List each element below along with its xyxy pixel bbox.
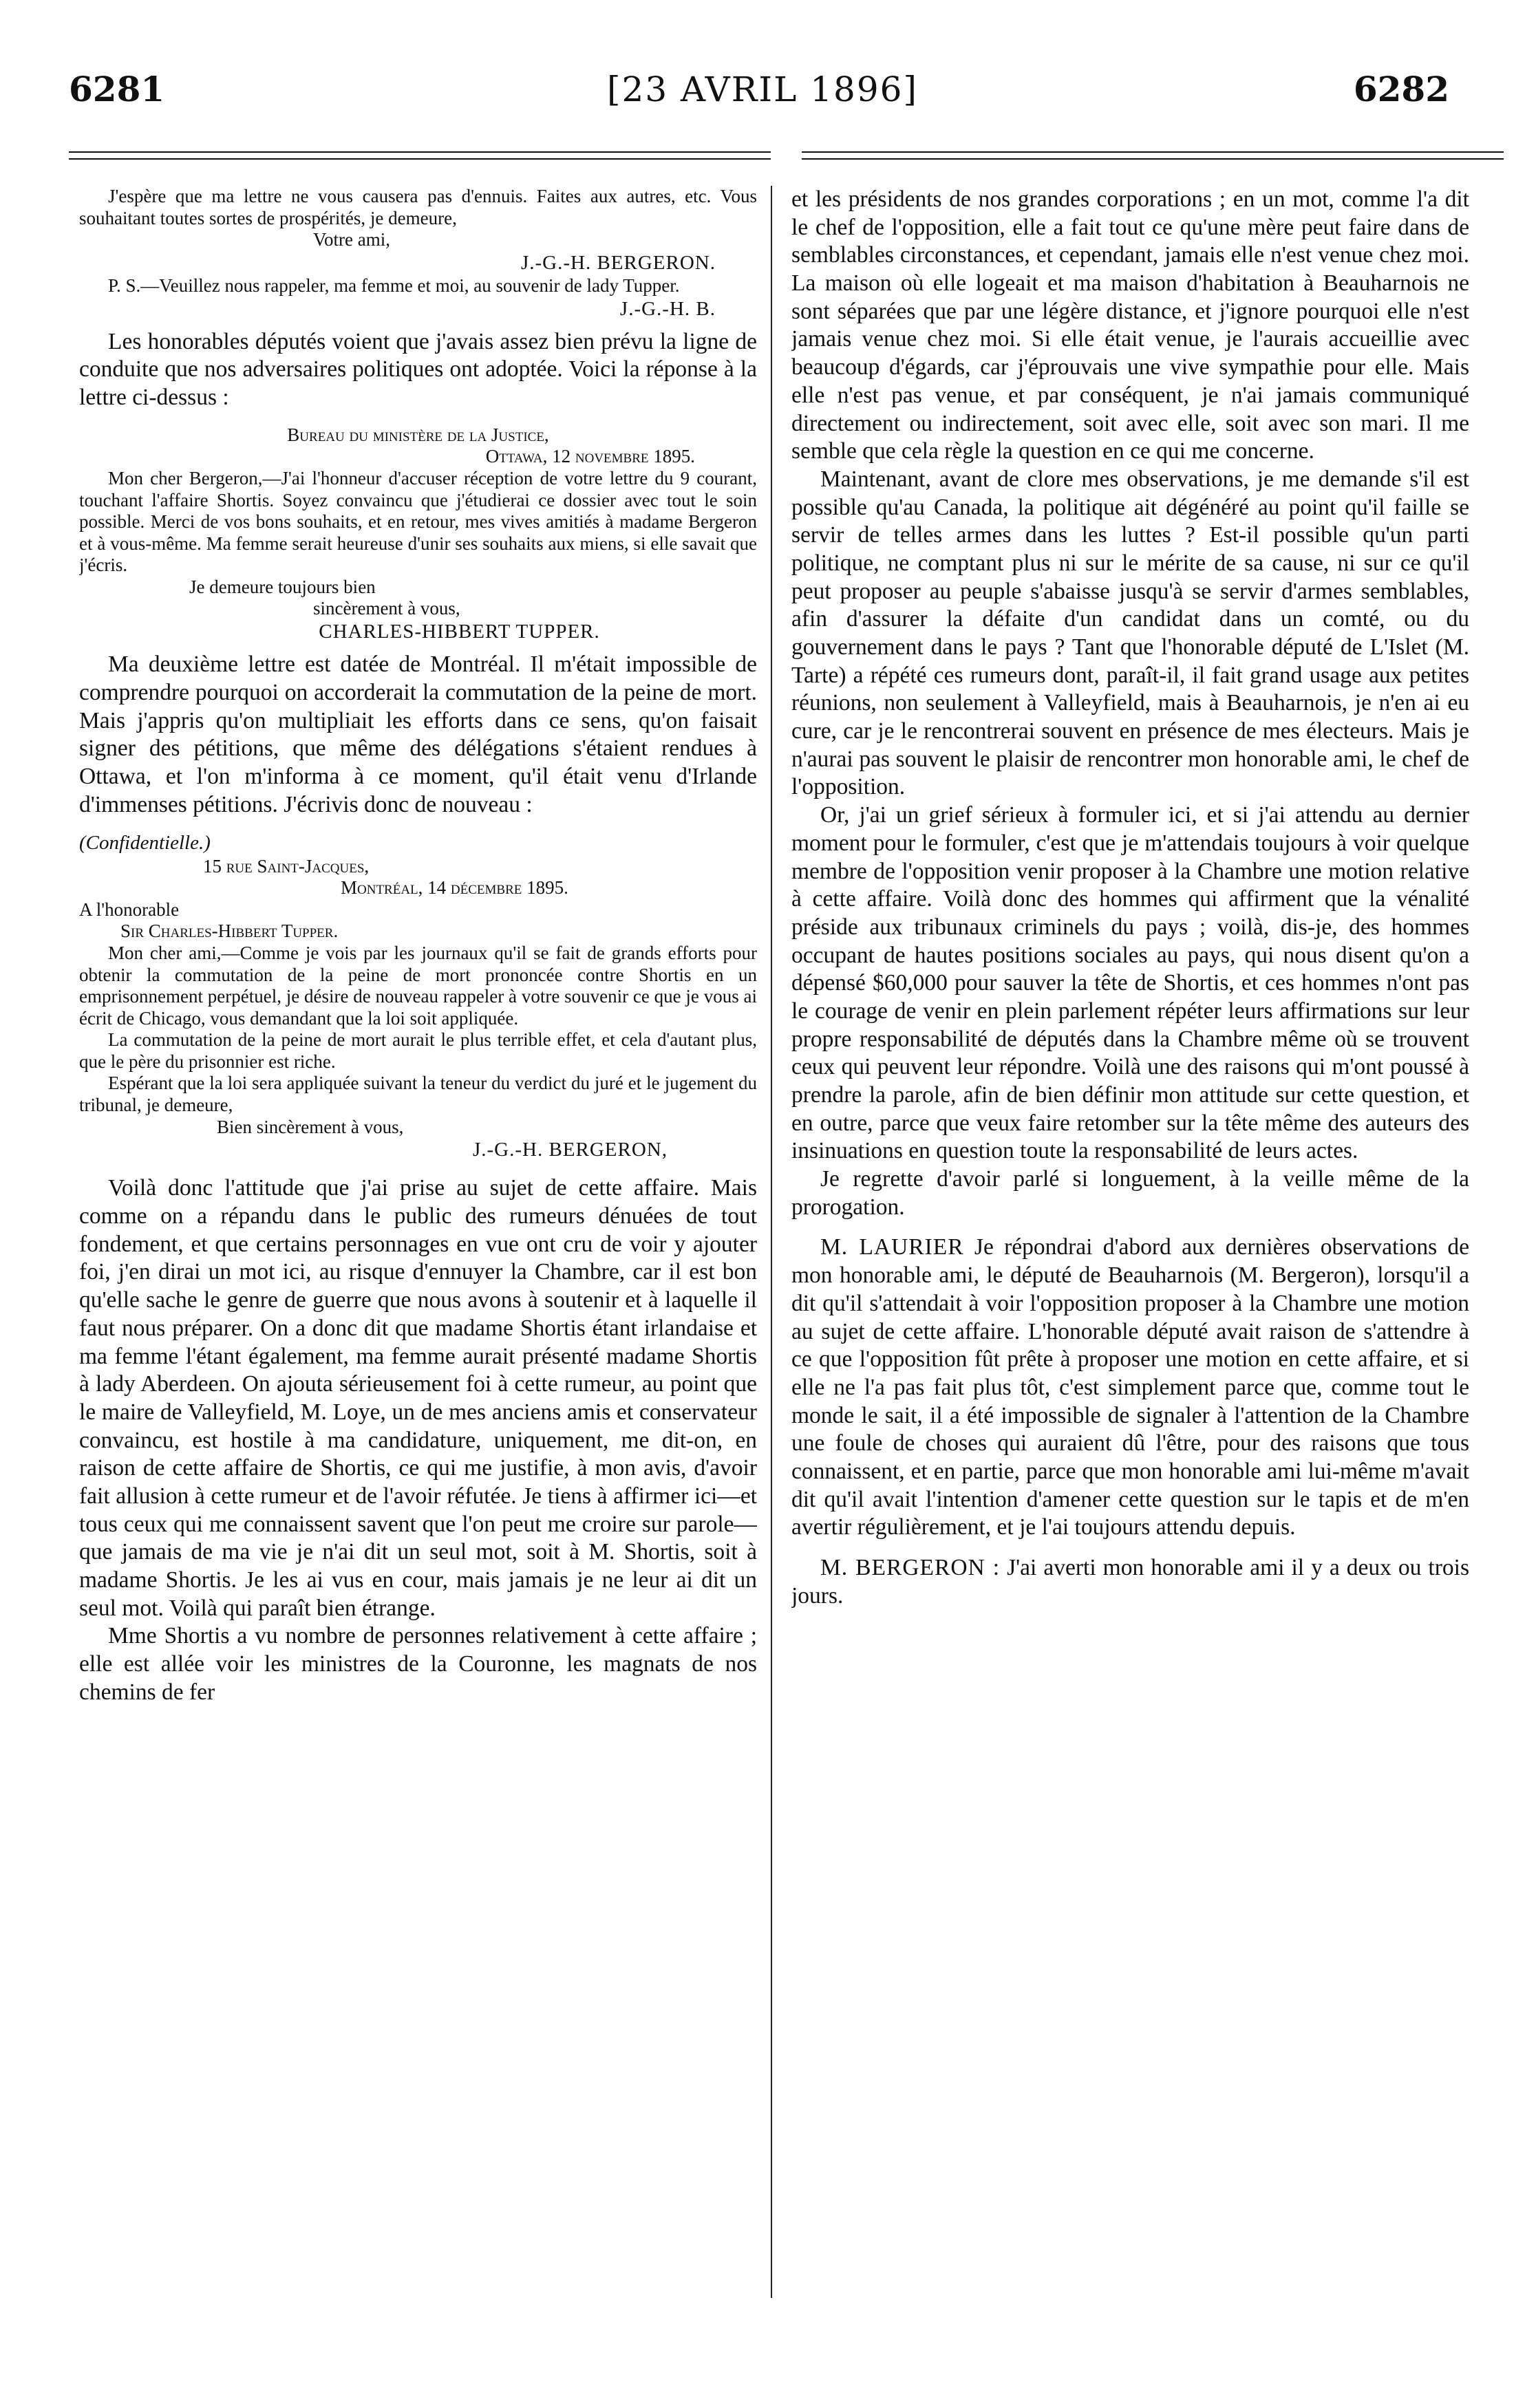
header-rule <box>69 158 771 160</box>
header-rule <box>69 151 771 153</box>
letter-body: Mon cher Bergeron,—J'ai l'honneur d'accuser réception de votre lettre du 9 courant, touchant l'affaire Shortis. Soyez convaincu que j'étudierai ce dossier avec tout le soin possible. Merci de vos bons souhaits, et en retour, mes vives amitiés à madame Bergeron et à vous-même. Ma femme serait heureuse d'unir ses souhaits aux miens, si elle savait que j'écris. <box>79 468 757 576</box>
letter-closing: Bien sincèrement à vous, <box>217 1116 404 1137</box>
speech-paragraph: Je regrette d'avoir parlé si longuement, à la veille même de la prorogation. <box>791 1166 1469 1220</box>
speech-paragraph-bergeron <box>791 1554 1469 1610</box>
letter-closing: Votre ami, <box>313 229 390 250</box>
speech-text: J'ai averti mon honorable ami il y a deux ou trois jours. <box>791 1555 1469 1609</box>
letter-body: Mon cher ami,—Comme je vois par les journaux qu'il se fait de grands efforts pour obtenir la commutation de la peine de mort prononcée contre Shortis en un emprisonnement perpétuel, je désire de nouveau rappeler à votre souvenir ce que je vous ai écrit de Chicago, vous demandant que la loi soit appliquée. <box>79 942 757 1029</box>
letter-body: Espérant que la loi sera appliquée suivant la teneur du verdict du juré et le jugement du tribunal, je demeure, <box>79 1073 757 1115</box>
speech-paragraph: Or, j'ai un grief sérieux à formuler ici, et si j'ai attendu au dernier moment pour le formuler, c'est que je m'attendais toujours à voir quelque membre de l'opposition venir proposer à la Chambre une motion relative à cette affaire. Voilà donc des hommes qui affirment que la vénalité préside aux tribunaux criminels du pays ; voilà, dis-je, des hommes occupant de hautes positions sociales au pays, qui nous disent qu'on a dépensé $60,000 pour sauver la tête de Shortis, et ces hommes n'ont pas le courage de venir en plein parlement répéter leurs affirmations sur leur propre responsabilité de députés dans la Chambre même où se trouvent ceux qui peuvent leur répondre. Voilà une des raisons qui m'ont poussé à prendre la parole, afin de bien définir mon attitude sur cette question, et en outre, parce que veux faire retomber sur la tête même des auteurs des insinuations en question toute la responsabilité de leurs actes. <box>791 802 1469 1164</box>
speech-paragraph: Ma deuxième lettre est datée de Montréal. Il m'était impossible de comprendre pourquoi on accorderait la commutation de la peine de mort. Mais j'appris qu'on multipliait les efforts dans ce sens, qu'on faisait signer des pétitions, que même des délégations s'étaient rendues à Ottawa, et l'on m'informa à ce moment, qu'il était venu d'Irlande d'immenses pétitions. J'écrivis donc de nouveau : <box>79 652 757 817</box>
letter-date: Montréal, 14 décembre 1895. <box>341 877 568 899</box>
speech-paragraph: et les présidents de nos grandes corporations ; en un mot, comme l'a dit le chef de l'opposition, elle a fait tout ce qu'une mère peut faire dans de semblables circonstances, et cependant, jamais elle n'est venue chez moi. La maison où elle logeait et ma maison d'habitation à Beauharnois ne sont séparées que par une légère distance, et j'ignore pourquoi elle n'est jamais venue chez moi. Si elle était venue, je l'aurais accueillie avec beaucoup d'égards, car j'éprouvais une vive sympathie pour elle. Mais elle n'est pas venue, et par conséquent, je n'ai jamais communiqué directement ou indirectement, soit avec elle, soit avec son mari. Il me semble que cela règle la question en ce qui me concerne. <box>791 186 1469 464</box>
letter-date: Ottawa, 12 novembre 1895. <box>485 446 695 467</box>
header-rule <box>802 158 1504 160</box>
speech-text: Je répondrai d'abord aux dernières observations de mon honorable ami, le député de Beauharnois (M. Bergeron), lorsqu'il a dit qu'il s'attendait à voir l'opposition proposer à la Chambre une motion au sujet de cette affaire. L'honorable député avait raison de s'attendre à ce que l'opposition fût prête à proposer une motion en cette affaire, et si elle ne l'a pas fait plus tôt, c'est simplement parce que, comme tout le monde le sait, il a été impossible de signaler à l'attention de la Chambre une foule de choses qui auraient dû l'être, pour des raisons que tous connaissent, et en partie, parce que mon honorable ami lui-même m'avait dit qu'il avait l'intention d'amener cette question sur le tapis et de m'en avertir régulièrement, et je l'ai toujours attendu depuis. <box>791 1234 1469 1540</box>
letter-recipient: A l'honorable <box>79 899 180 920</box>
letter-address: 15 rue Saint-Jacques, <box>203 855 370 877</box>
speaker-name: M. BERGERON : <box>820 1555 1001 1580</box>
letter-signature: CHARLES-HIBBERT TUPPER. <box>319 621 600 643</box>
column-divider <box>771 186 772 2298</box>
letter-paragraph: J'espère que ma lettre ne vous causera pas d'ennuis. Faites aux autres, etc. Vous souhaitant toutes sortes de prospérités, je demeure, <box>79 186 757 228</box>
speaker-name: M. LAURIER <box>820 1234 964 1260</box>
left-page-number: 6281 <box>69 69 165 109</box>
session-date: [23 AVRIL 1896] <box>607 69 918 109</box>
speech-paragraph: Voilà donc l'attitude que j'ai prise au sujet de cette affaire. Mais comme on a répandu dans le public des rumeurs dénuées de tout fondement, et que certains personnages en vue ont cru de voir y ajouter foi, j'en dirai un mot ici, au risque d'ennuyer la Chambre, car il est bon qu'elle sache le genre de guerre que nous avons à soutenir et à laquelle il faut nous préparer. On a donc dit que madame Shortis étant irlandaise et ma femme l'étant également, ma femme aurait présenté madame Shortis à lady Aberdeen. On ajouta sérieusement foi à cette rumeur, au point que le maire de Valleyfield, M. Loye, un de mes anciens amis et conservateur convaincu, est hostile à ma candidature, uniquement, me dit-on, en raison de cette affaire de Shortis, ce qui me justifie, à mon avis, d'avoir fait allusion à cette rumeur et de l'avoir réfutée. Je tiens à affirmer ici—et tous ceux qui me connaissent savent que l'on peut me croire sur parole—que jamais de ma vie je n'ai dit un seul mot, soit à M. Shortis, soit à madame Shortis. Je les ai vus en cour, mais jamais je ne leur ai dit un seul mot. Voilà qui paraît bien étrange. <box>79 1175 757 1621</box>
letter-confidential-mark: (Confidentielle.) <box>79 832 211 854</box>
letter-closing: sincèrement à vous, <box>313 598 460 619</box>
letter-signature: J.-G.-H. BERGERON. <box>520 251 716 274</box>
letter-body: La commutation de la peine de mort aurait le plus terrible effet, et cela d'autant plus, que le père du prisonnier est riche. <box>79 1029 757 1072</box>
postscript: P. S.—Veuillez nous rappeler, ma femme et moi, au souvenir de lady Tupper. <box>108 275 680 296</box>
left-column <box>79 186 757 2298</box>
right-page-number: 6282 <box>1353 69 1449 109</box>
header-rule <box>802 151 1504 153</box>
letter-closing: Je demeure toujours bien <box>189 576 376 597</box>
right-column <box>791 186 1469 2298</box>
speech-paragraph: Maintenant, avant de clore mes observations, je me demande s'il est possible qu'au Canada, la politique ait dégénéré au point qu'il faille se servir de telles armes dans les luttes ? Est-il possible qu'un parti politique, ne comptant plus ni sur le mérite de sa cause, ni sur ce qu'il peut proposer au peuple s'abaisse jusqu'à se servir d'armes semblables, afin d'assurer la défaite d'un candidat dans un comté, ou du gouvernement dans le pays ? Tant que l'honorable député de L'Islet (M. Tarte) a répété ces rumeurs dont, paraît-il, il fait grand usage aux petites réunions, non seulement à Valleyfield, mais à Beauharnois, je n'en ai eu cure, car je le rencontrerai souvent en présence de mes électeurs. Mais je n'aurai pas souvent le plaisir de rencontrer mon honorable ami, le chef de l'opposition. <box>791 466 1469 800</box>
speech-paragraph: Mme Shortis a vu nombre de personnes relativement à cette affaire ; elle est allée voir les ministres de la Couronne, les magnats de nos chemins de fer <box>79 1623 757 1705</box>
letter-office: Bureau du ministère de la Justice, <box>287 424 549 445</box>
speech-paragraph-laurier <box>791 1234 1469 1542</box>
postscript-signature: J.-G.-H. B. <box>619 297 716 320</box>
letter-recipient: Sir Charles-Hibbert Tupper. <box>120 921 339 942</box>
letter-signature: J.-G.-H. BERGERON, <box>472 1139 668 1161</box>
speech-paragraph: Les honorables députés voient que j'avais assez bien prévu la ligne de conduite que nos adversaires politiques ont adoptée. Voici la réponse à la lettre ci-dessus : <box>79 328 757 411</box>
page-header <box>0 65 1525 114</box>
